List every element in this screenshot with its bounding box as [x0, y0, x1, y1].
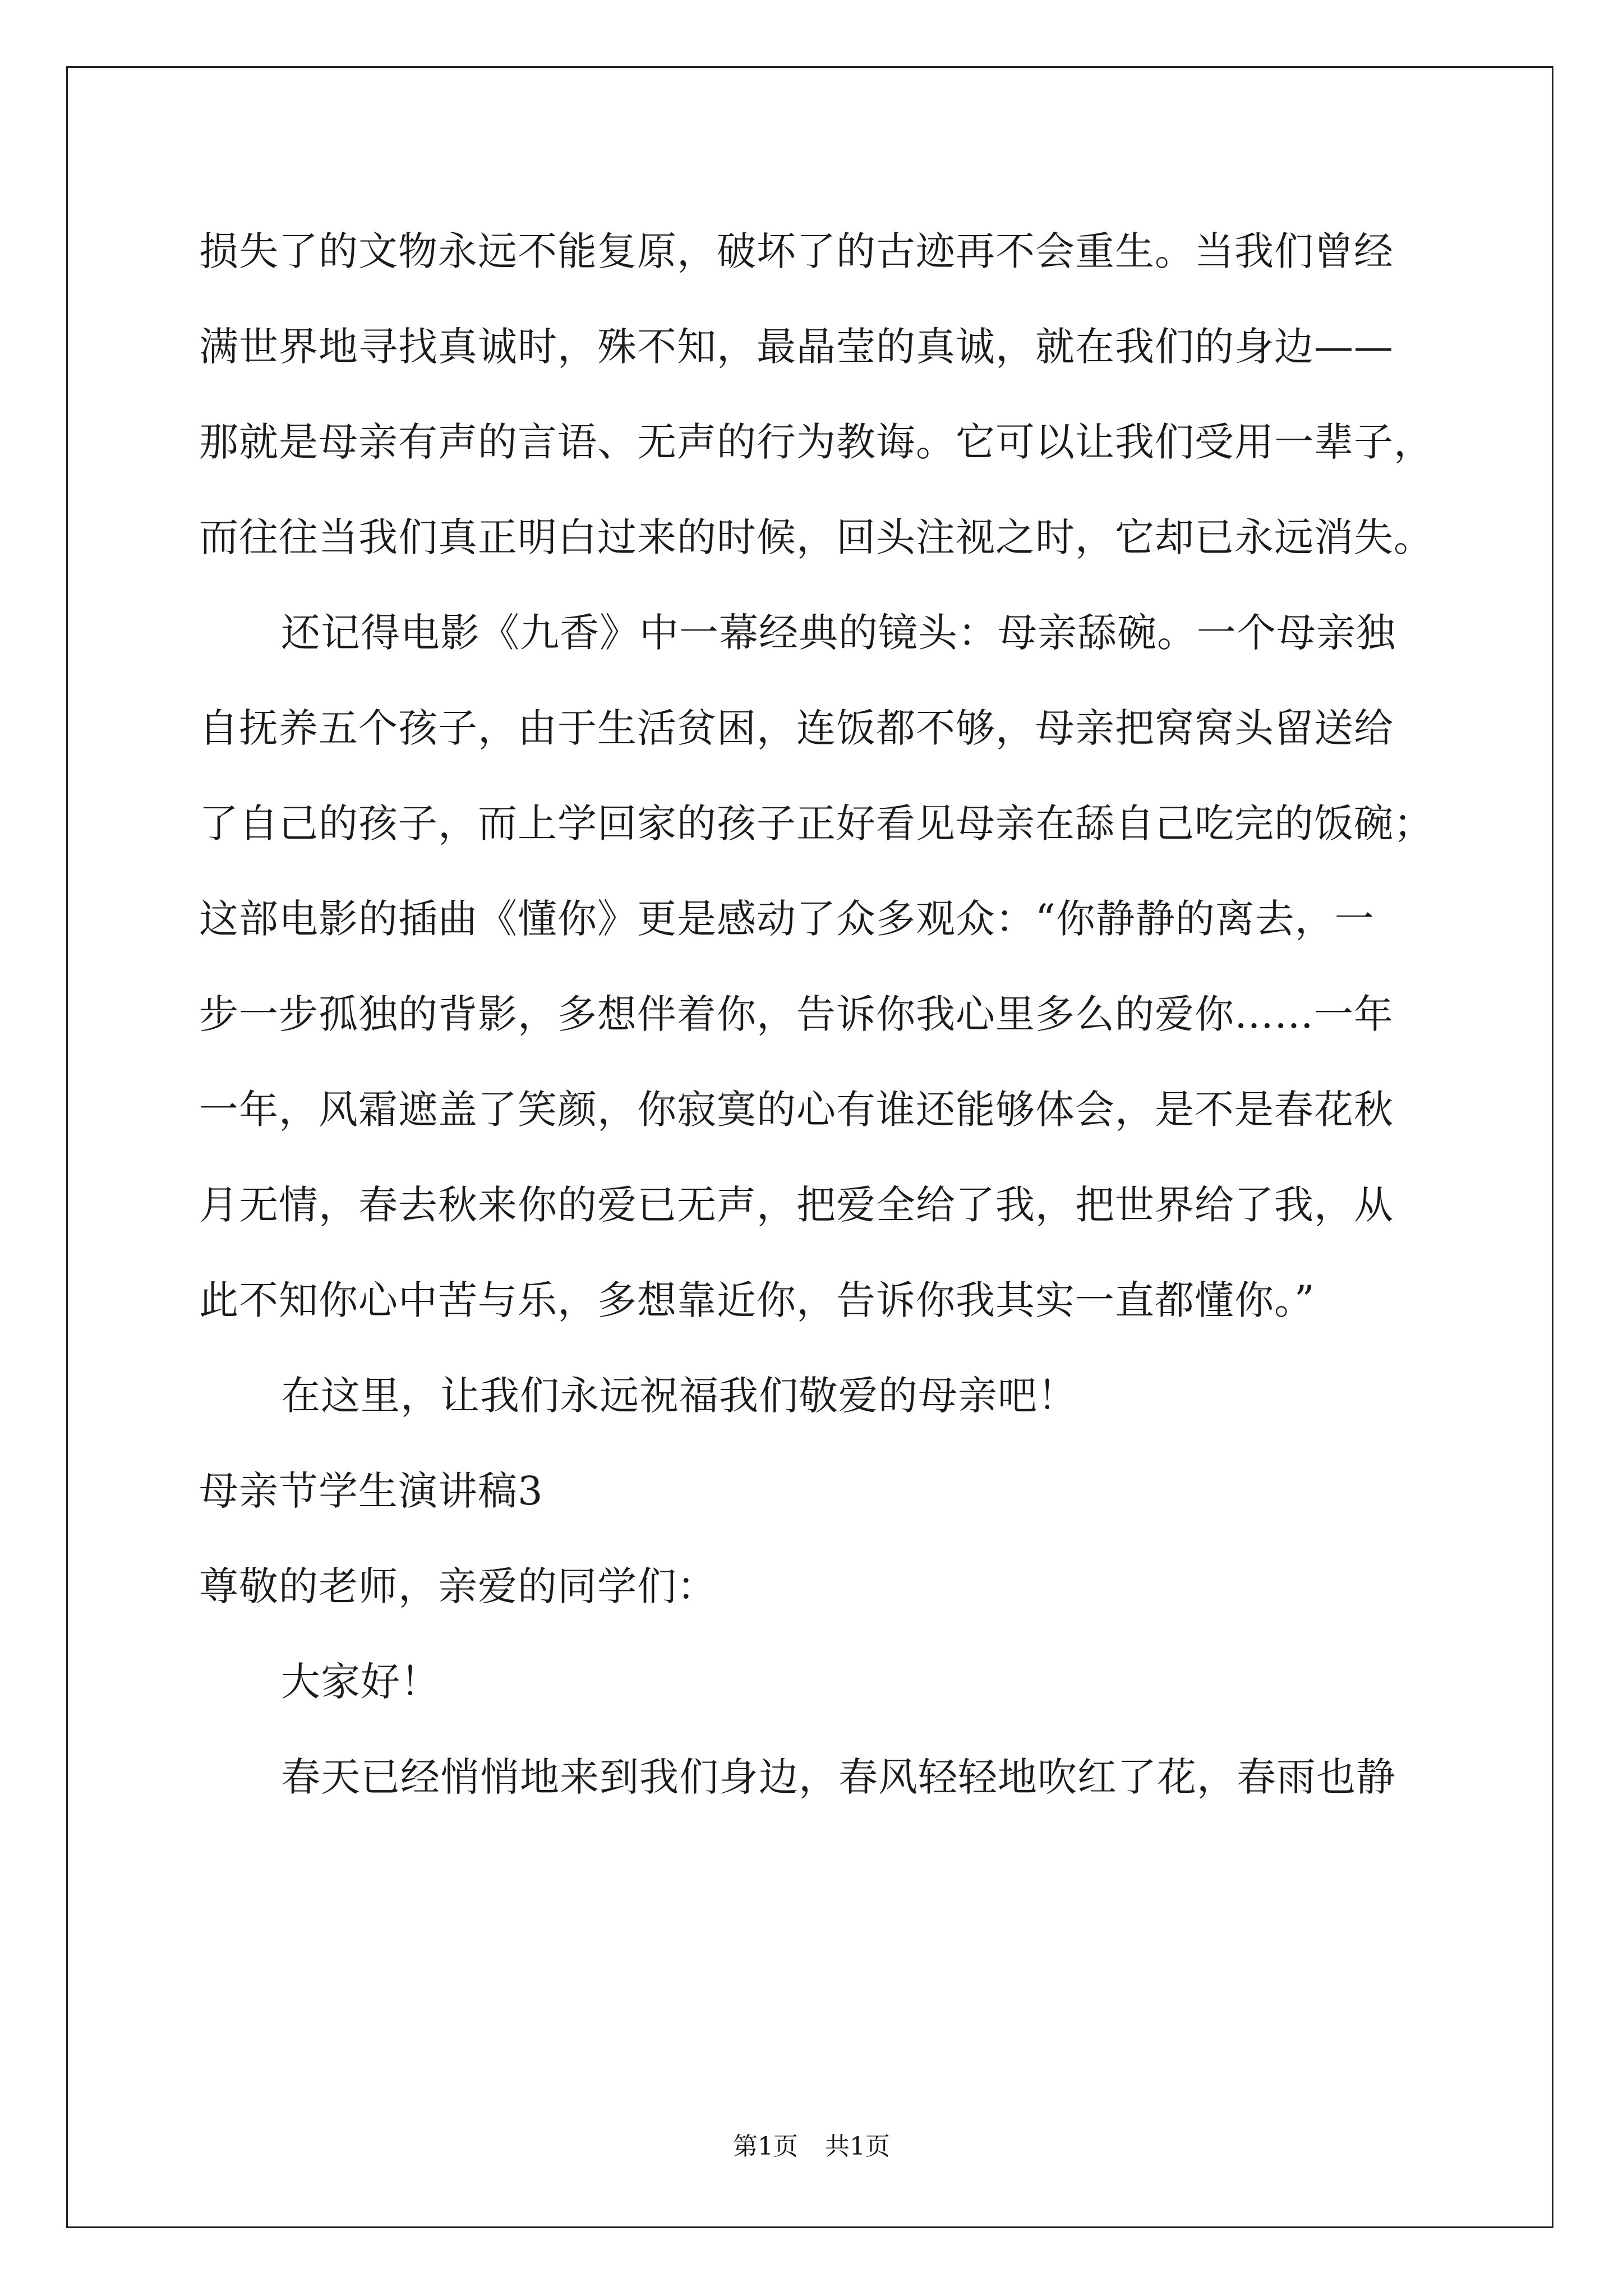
- text-line-3: 那就是母亲有声的言语、无声的行为教诲。它可以让我们受用一辈子，: [199, 419, 1433, 465]
- text-line-4: 而往往当我们真正明白过来的时候，回头注视之时，它却已永远消失。: [199, 514, 1433, 560]
- text-line-7: 了自己的孩子，而上学回家的孩子正好看见母亲在舔自己吃完的饭碗；: [199, 800, 1433, 846]
- text-line-13: 在这里，让我们永远祝福我们敬爱的母亲吧！: [281, 1373, 1077, 1419]
- page-number: 第1页: [733, 2132, 798, 2161]
- greeting: 大家好！: [281, 1659, 440, 1705]
- text-line-8: 这部电影的插曲《懂你》更是感动了众多观众：“你静静的离去，一: [199, 896, 1375, 942]
- text-line-11: 月无情，春去秋来你的爱已无声，把爱全给了我，把世界给了我，从: [199, 1182, 1394, 1228]
- page-footer: [0, 2126, 1623, 2162]
- text-line-9: 步一步孤独的背影，多想伴着你，告诉你我心里多么的爱你……一年: [199, 991, 1394, 1037]
- text-line-1: 损失了的文物永远不能复原，破坏了的古迹再不会重生。当我们曾经: [199, 228, 1394, 274]
- salutation: 尊敬的老师，亲爱的同学们：: [199, 1563, 717, 1609]
- document-body: [199, 213, 1433, 1834]
- text-line-5: 还记得电影《九香》中一幕经典的镜头：母亲舔碗。一个母亲独: [281, 610, 1396, 656]
- text-line-17: 春天已经悄悄地来到我们身边，春风轻轻地吹红了花，春雨也静: [281, 1754, 1396, 1800]
- text-line-12: 此不知你心中苦与乐，多想靠近你，告诉你我其实一直都懂你。”: [199, 1277, 1315, 1323]
- text-line-2: 满世界地寻找真诚时，殊不知，最晶莹的真诚，就在我们的身边——: [199, 324, 1394, 370]
- text-line-6: 自抚养五个孩子，由于生活贫困，连饭都不够，母亲把窝窝头留送给: [199, 705, 1394, 751]
- text-line-10: 一年，风霜遮盖了笑颜，你寂寞的心有谁还能够体会，是不是春花秋: [199, 1087, 1394, 1133]
- section-heading: 母亲节学生演讲稿3: [199, 1468, 543, 1514]
- page-total: 共1页: [825, 2132, 890, 2161]
